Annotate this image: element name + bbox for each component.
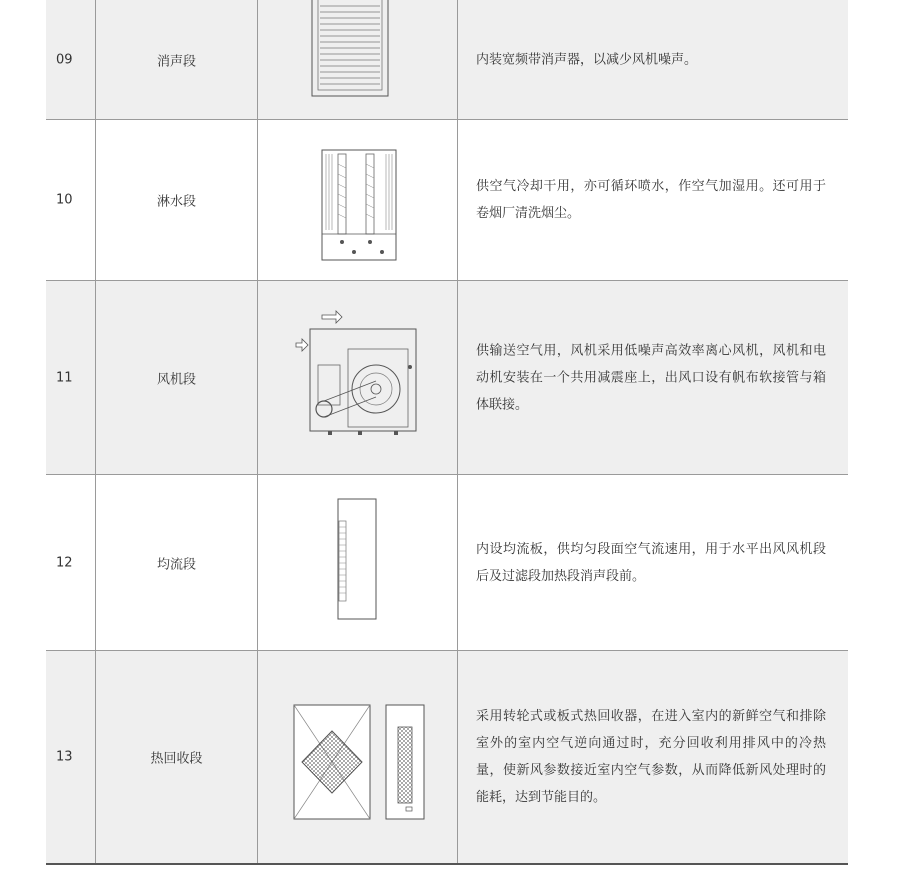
flow-equalizing-section-icon (258, 475, 458, 651)
row-number: 10 (56, 192, 73, 208)
section-name: 消声段 (156, 54, 196, 69)
section-description: 内装宽频带消声器，以减少风机噪声。 (476, 52, 698, 67)
section-description: 供输送空气用，风机采用低噪声高效率离心风机，风机和电动机安装在一个共用减震座上，出风口设有帆布软接管与箱体联接。 (476, 343, 826, 412)
section-description: 采用转轮式或板式热回收器，在进入室内的新鲜空气和排除室外的室内空气逆向通过时，充分回收利用排风中的冷热量，使新风参数接近室内空气参数，从而降低新风处理时的能耗，达到节能目的。 (476, 709, 826, 805)
table-row (46, 281, 848, 475)
table-row (46, 0, 848, 120)
heat-recovery-section-icon (258, 651, 458, 863)
silencer-section-icon (258, 0, 458, 120)
row-number: 11 (56, 370, 73, 385)
section-description: 供空气冷却干用，亦可循环喷水，作空气加湿用。还可用于卷烟厂清洗烟尘。 (476, 179, 826, 221)
fan-section-icon (258, 281, 458, 475)
section-name: 均流段 (156, 557, 196, 572)
row-number: 13 (56, 749, 73, 765)
table-row (46, 651, 848, 863)
section-name: 淋水段 (156, 194, 196, 210)
section-name: 风机段 (156, 372, 196, 387)
section-name: 热回收段 (150, 751, 203, 767)
table-row (46, 475, 848, 651)
section-description: 内设均流板，供均匀段面空气流速用，用于水平出风风机段后及过滤段加热段消声段前。 (476, 541, 826, 584)
spray-section-icon (258, 120, 458, 281)
row-number: 12 (56, 555, 73, 570)
equipment-sections-table (46, 0, 848, 865)
table-row (46, 120, 848, 281)
row-number: 09 (56, 52, 73, 67)
